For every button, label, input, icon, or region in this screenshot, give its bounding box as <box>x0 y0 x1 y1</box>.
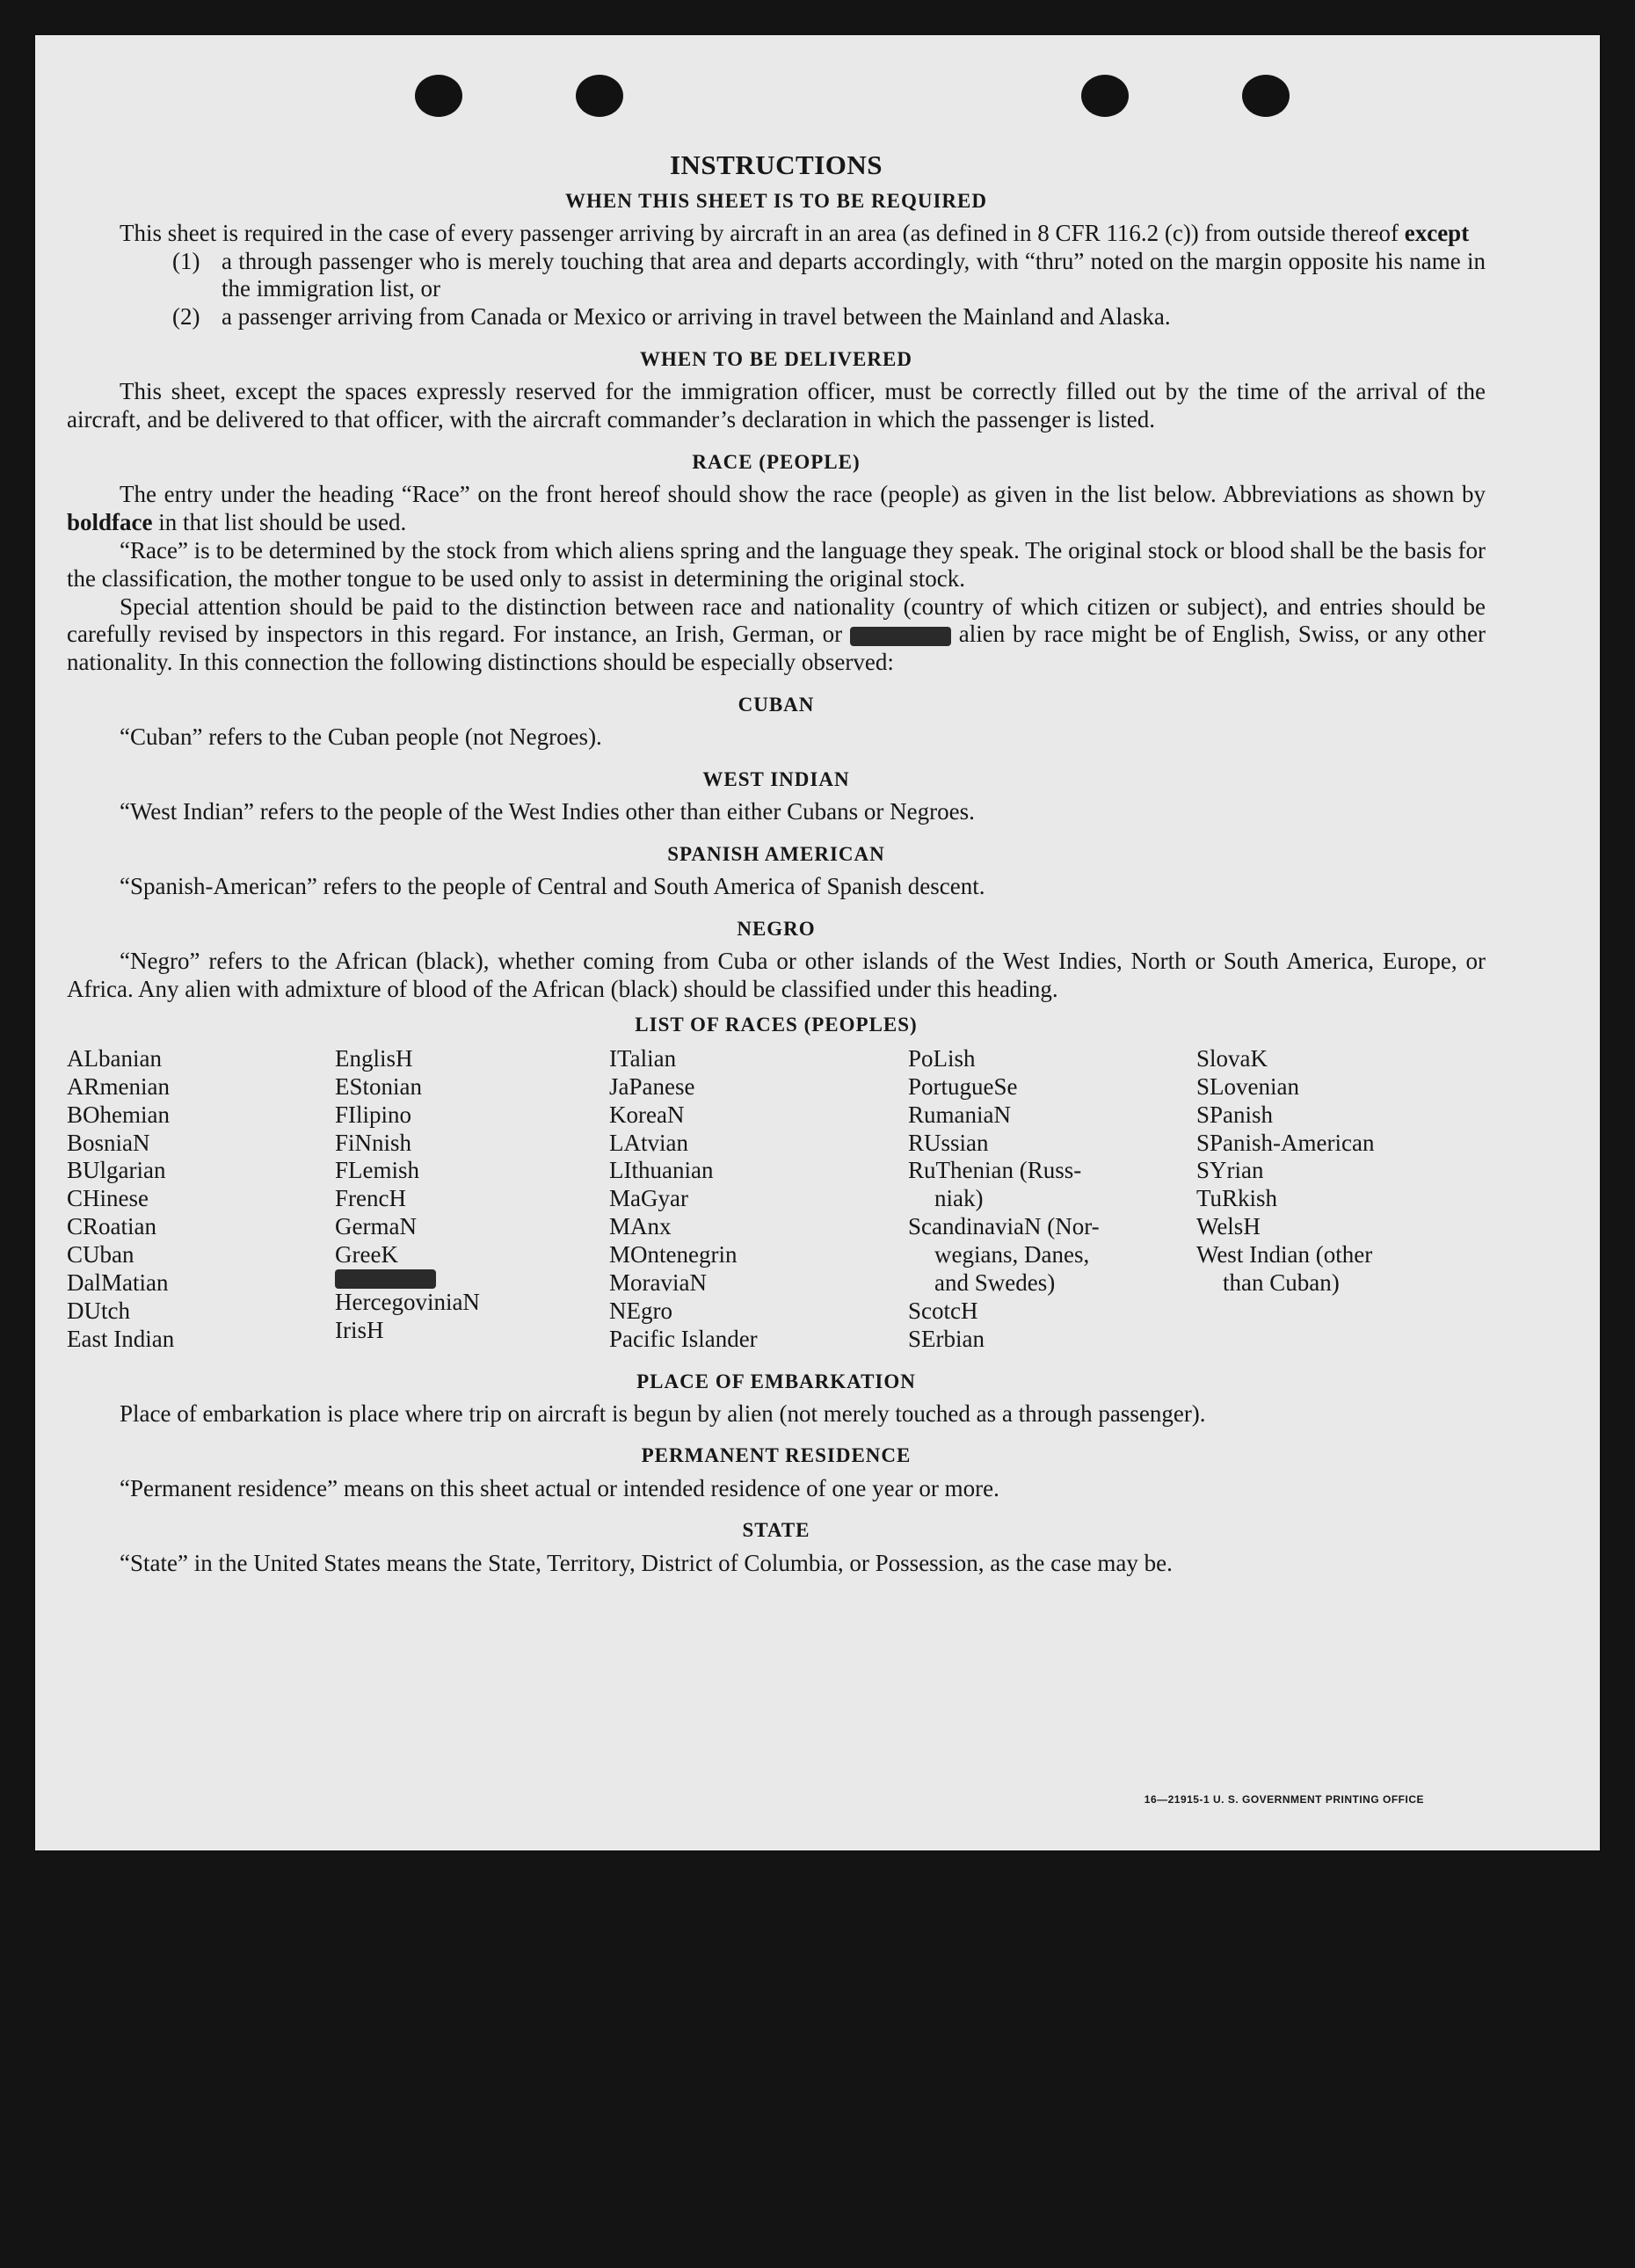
race-entry: MOntenegrin <box>609 1241 738 1268</box>
race-entry: BOhemian <box>67 1101 170 1128</box>
race-entry: LAtvian <box>609 1129 688 1156</box>
race-paragraph: The entry under the heading “Race” on the front hereof should show the race (people) as given in the list below. Abbreviations as shown by boldface in that list should be used. <box>67 481 1486 535</box>
when-required-heading: WHEN THIS SHEET IS TO BE REQUIRED <box>565 189 987 212</box>
instructions-body <box>67 149 1486 1577</box>
race-paragraph: “Race” is to be determined by the stock from which aliens spring and the language they speak. The original stock or blood shall be the basis for the classification, the mother tongue to be used only to assist in determining the original stock. <box>67 536 1486 592</box>
race-entry: FiNnish <box>335 1129 412 1156</box>
race-entry: SlovaK <box>1196 1045 1268 1072</box>
race-entry: SLovenian <box>1196 1072 1299 1100</box>
race-entry: JaPanese <box>609 1072 695 1100</box>
cuban-heading: CUBAN <box>738 694 815 716</box>
residence-heading: PERMANENT RESIDENCE <box>641 1444 912 1467</box>
race-entry: RumaniaN <box>908 1101 1011 1128</box>
list-item: (1) a through passenger who is merely touching that area and departs accordingly, with “thru” noted on the margin opposite his name in the immigration list, or <box>172 247 1486 302</box>
races-column <box>908 1045 1196 1353</box>
race-entry: LIthuanian <box>609 1157 714 1184</box>
list-item: (2) a passenger arriving from Canada or Mexico or arriving in travel between the Mainland and Alaska. <box>172 303 1171 331</box>
race-entry: HercegoviniaN <box>335 1288 480 1315</box>
race-entry: SPanish-American <box>1196 1129 1375 1156</box>
races-list-heading: LIST OF RACES (PEOPLES) <box>635 1013 918 1036</box>
race-entry: IrisH <box>335 1316 384 1343</box>
race-entry: CHinese <box>67 1185 149 1212</box>
race-entry: PoLish <box>908 1045 976 1072</box>
race-entry: BUlgarian <box>67 1157 166 1184</box>
race-entry: NEgro <box>609 1297 672 1324</box>
negro-heading: NEGRO <box>737 918 816 941</box>
race-entry: EStonian <box>335 1072 422 1100</box>
state-text: “State” in the United States means the State, Territory, District of Columbia, or Possession, as the case may be. <box>120 1549 1173 1576</box>
cuban-text: “Cuban” refers to the Cuban people (not Negroes). <box>120 723 602 751</box>
race-entry: FLemish <box>335 1157 420 1184</box>
races-column <box>609 1045 908 1353</box>
race-entry: ALbanian <box>67 1045 162 1072</box>
race-entry: RuThenian (Russ- niak) <box>908 1157 1082 1212</box>
race-paragraph: Special attention should be paid to the distinction between race and nationality (country of which citizen or subject), and entries should be carefully revised by inspectors in this regard. For instance, an Irish, German, or alien by race might be of English, Swiss, or any other nationality. In this connection the following distinctions should be especially observed: <box>67 592 1486 676</box>
race-entry: MoraviaN <box>609 1268 707 1296</box>
race-entry: CRoatian <box>67 1213 156 1240</box>
west-indian-heading: WEST INDIAN <box>702 768 850 791</box>
residence-text: “Permanent residence” means on this sheet actual or intended residence of one year or more. <box>120 1474 999 1501</box>
embarkation-text: Place of embarkation is place where trip on aircraft is begun by alien (not merely touched as a through passenger). <box>120 1399 1206 1427</box>
negro-text: “Negro” refers to the African (black), whether coming from Cuba or other islands of the West Indies, North or South America, Europe, or Africa. Any alien with admixture of blood of the African (black) should be classified under this heading. <box>67 948 1486 1003</box>
race-entry: East Indian <box>67 1325 175 1352</box>
race-heading: RACE (PEOPLE) <box>692 450 861 473</box>
race-entry: FIlipino <box>335 1101 412 1128</box>
race-entry: KoreaN <box>609 1101 685 1128</box>
race-entry: GermaN <box>335 1213 417 1240</box>
races-column <box>335 1045 609 1353</box>
when-delivered-heading: WHEN TO BE DELIVERED <box>640 348 912 371</box>
race-entry: WelsH <box>1196 1213 1261 1240</box>
race-entry: DUtch <box>67 1297 130 1324</box>
print-office-footer: 16—21915-1 U. S. GOVERNMENT PRINTING OFFICE <box>1144 1793 1424 1806</box>
race-entry: West Indian (other than Cuban) <box>1196 1241 1373 1296</box>
race-entry: ScandinaviaN (Nor- wegians, Danes, and Swedes) <box>908 1213 1100 1296</box>
spanish-american-text: “Spanish-American” refers to the people of Central and South America of Spanish descent. <box>120 873 985 900</box>
race-entry: DalMatian <box>67 1268 169 1296</box>
state-heading: STATE <box>742 1519 810 1542</box>
races-column <box>1196 1045 1478 1353</box>
race-entry: RUssian <box>908 1129 989 1156</box>
race-entry: MaGyar <box>609 1185 688 1212</box>
when-required-intro: This sheet is required in the case of every passenger arriving by aircraft in an area (as defined in 8 CFR 116.2 (c)) from outside thereof except <box>120 219 1470 246</box>
redaction-mark <box>850 627 951 646</box>
race-entry: ScotcH <box>908 1297 978 1324</box>
race-entry: SPanish <box>1196 1101 1274 1128</box>
redacted-race-entry <box>335 1269 609 1289</box>
when-delivered-text: This sheet, except the spaces expressly reserved for the immigration officer, must be correctly filled out by the time of the arrival of the aircraft, and be delivered to that officer, with the aircraft commander’s declaration in which the passenger is listed. <box>67 378 1486 433</box>
race-entry: Pacific Islander <box>609 1325 758 1352</box>
spanish-american-heading: SPANISH AMERICAN <box>667 843 885 866</box>
redaction-mark <box>335 1269 436 1289</box>
page-title: INSTRUCTIONS <box>669 149 883 180</box>
race-entry: ITalian <box>609 1045 677 1072</box>
race-entry: ARmenian <box>67 1072 170 1100</box>
document-page <box>35 35 1600 1850</box>
race-entry: FrencH <box>335 1185 406 1212</box>
race-entry: SErbian <box>908 1325 985 1352</box>
embarkation-heading: PLACE OF EMBARKATION <box>636 1370 916 1392</box>
race-entry: TuRkish <box>1196 1185 1278 1212</box>
race-entry: GreeK <box>335 1241 398 1268</box>
punch-hole <box>1242 75 1290 117</box>
races-column <box>67 1045 335 1353</box>
race-entry: BosniaN <box>67 1129 150 1156</box>
punch-hole <box>415 75 462 117</box>
race-entry: MAnx <box>609 1213 672 1240</box>
race-entry: SYrian <box>1196 1157 1264 1184</box>
west-indian-text: “West Indian” refers to the people of the West Indies other than either Cubans or Negroes. <box>120 798 975 825</box>
race-entry: PortugueSe <box>908 1072 1018 1100</box>
punch-hole <box>576 75 623 117</box>
race-entry: CUban <box>67 1241 134 1268</box>
races-list <box>67 1045 1486 1353</box>
race-entry: EnglisH <box>335 1045 413 1072</box>
punch-hole <box>1081 75 1129 117</box>
